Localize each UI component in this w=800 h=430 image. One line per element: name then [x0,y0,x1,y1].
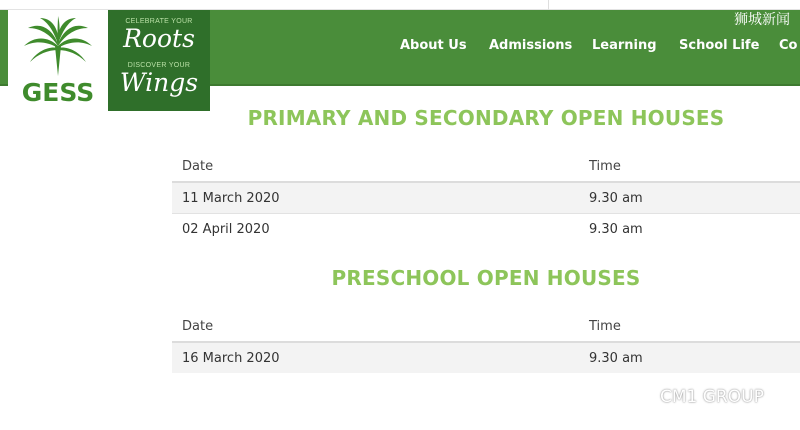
table-row [172,341,800,373]
open-house-table-preschool [172,311,800,373]
row-time: 9.30 am [589,191,643,206]
open-house-table-primary-secondary [172,151,800,244]
logo-text: GESS [21,78,95,107]
column-header-date: Date [182,319,214,334]
table-row [172,213,800,244]
row-date: 11 March 2020 [182,191,280,206]
slogan-banner [108,10,210,111]
slogan-line-1: CELEBRATE YOUR [125,18,193,25]
nav-school-life[interactable]: School Life [679,38,760,53]
nav-learning[interactable]: Learning [592,38,657,53]
table-row [172,181,800,213]
nav-more-truncated[interactable]: Co [779,38,798,53]
table-header-row [172,151,800,181]
column-header-time: Time [589,159,621,174]
section-title-primary-secondary: PRIMARY AND SECONDARY OPEN HOUSES [247,106,725,130]
wechat-icon [628,386,654,408]
row-date: 16 March 2020 [182,351,280,366]
watermark-text: CM1 GROUP [660,387,764,407]
nav-about-us[interactable]: About Us [400,38,467,53]
column-header-time: Time [589,319,621,334]
source-watermark [628,386,764,408]
row-time: 9.30 am [589,222,643,237]
slogan-line-2: Roots [123,24,195,53]
nav-admissions[interactable]: Admissions [489,38,573,53]
column-header-date: Date [182,159,214,174]
school-logo[interactable] [8,10,108,111]
table-header-row [172,311,800,341]
row-date: 02 April 2020 [182,222,270,237]
slogan-line-3: DISCOVER YOUR [127,62,191,69]
top-strip [0,0,800,10]
palm-tree-icon [18,16,98,78]
row-time: 9.30 am [589,351,643,366]
corner-watermark-text: 狮城新闻 [734,12,790,28]
section-title-preschool: PRESCHOOL OPEN HOUSES [331,266,641,290]
slogan-line-4: Wings [119,68,199,97]
top-strip-separator [548,0,549,10]
